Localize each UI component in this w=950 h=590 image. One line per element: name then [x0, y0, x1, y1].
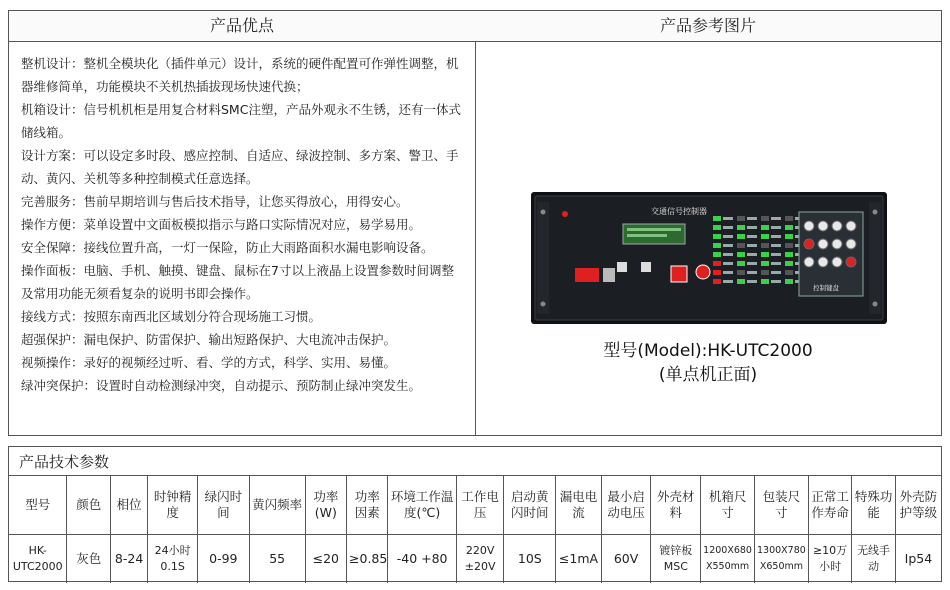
- spec-header-cell: 功率因素: [347, 476, 388, 535]
- spec-header-cell: 时钟精度: [148, 476, 198, 535]
- indicator-led: [737, 225, 745, 230]
- led-label: [723, 280, 733, 283]
- spec-heading: 产品技术参数: [9, 447, 941, 476]
- advantages-list: [9, 42, 475, 397]
- led-label: [723, 235, 733, 238]
- indicator-led: [785, 216, 793, 221]
- reference-heading: 产品参考图片: [475, 11, 941, 42]
- indicator-led: [761, 279, 769, 284]
- spec-header-cell: 漏电电流: [556, 476, 602, 535]
- indicator-led: [785, 243, 793, 248]
- upper-panel: [8, 10, 942, 436]
- spec-value-cell: 无线手动: [852, 535, 895, 584]
- spec-value-cell: ≤20: [305, 535, 346, 584]
- led-label: [771, 226, 781, 229]
- advantages-section: [9, 11, 476, 435]
- advantage-item: 设计方案：可以设定多时段、感应控制、自适应、绿波控制、多方案、警卫、手动、黄闪、关机等多种控制模式任意选择。: [21, 148, 459, 186]
- keypad-key: [804, 239, 814, 249]
- led-label: [747, 244, 757, 247]
- keypad-key: [846, 239, 856, 249]
- spec-value-cell: ≥10万小时: [808, 535, 851, 584]
- spec-value-cell: -40 +80: [388, 535, 456, 584]
- advantage-item: 绿冲突保护：设置时自动检测绿冲突，自动提示、预防制止绿冲突发生。: [21, 378, 422, 393]
- spec-value-row: [9, 535, 941, 584]
- keypad-key: [832, 257, 842, 267]
- indicator-led: [737, 243, 745, 248]
- spec-value-cell: 8-24: [110, 535, 147, 584]
- indicator-led: [713, 279, 721, 284]
- led-label: [771, 253, 781, 256]
- spec-value-cell: 220V ±20V: [456, 535, 504, 584]
- spec-value-cell: 24小时0.1S: [148, 535, 198, 584]
- advantage-item: 机箱设计：信号机机柜是用复合材料SMC注塑，产品外观永不生锈，还有一体式储线箱。: [21, 102, 461, 140]
- advantage-item: 安全保障：接线位置升高，一灯一保险，防止大雨路面积水漏电影响设备。: [21, 240, 434, 255]
- advantage-item: 超强保护：漏电保护、防雷保护、输出短路保护、大电流冲击保护。: [21, 332, 397, 347]
- spec-header-row: [9, 476, 941, 535]
- indicator-led: [785, 252, 793, 257]
- spec-header-cell: 特殊功能: [852, 476, 895, 535]
- keypad-key: [818, 257, 828, 267]
- spec-header-cell: 机箱尺寸: [701, 476, 755, 535]
- indicator-led: [785, 261, 793, 266]
- led-label: [771, 262, 781, 265]
- led-label: [723, 244, 733, 247]
- indicator-led: [737, 234, 745, 239]
- spec-header-cell: 最小启动电压: [601, 476, 651, 535]
- spec-header-cell: 正常工作寿命: [808, 476, 851, 535]
- spec-value-cell: 灰色: [67, 535, 110, 584]
- indicator-led: [761, 270, 769, 275]
- spec-header-cell: 黄闪频率: [249, 476, 305, 535]
- spec-header-cell: 启动黄闪时间: [504, 476, 556, 535]
- indicator-led: [713, 252, 721, 257]
- led-label: [771, 235, 781, 238]
- indicator-led: [761, 234, 769, 239]
- indicator-led: [761, 225, 769, 230]
- advantage-item: 整机设计：整机全模块化（插件单元）设计，系统的硬件配置可作弹性调整，机器维修简单，功能模块不关机热插拔现场快速代换；: [21, 56, 459, 94]
- led-label: [747, 253, 757, 256]
- keypad-key: [818, 239, 828, 249]
- led-label: [723, 262, 733, 265]
- indicator-led: [713, 270, 721, 275]
- indicator-led: [737, 261, 745, 266]
- spec-header-cell: 功率(W): [305, 476, 346, 535]
- indicator-led: [785, 279, 793, 284]
- model-caption: 型号(Model):HK-UTC2000: [603, 341, 813, 361]
- advantage-item: 操作面板：电脑、手机、触摸、键盘、鼠标在7寸以上液晶上设置参数时间调整及常用功能无须看复杂的说明书即会操作。: [21, 263, 454, 301]
- spec-value-cell: 55: [249, 535, 305, 584]
- keypad-key: [846, 221, 856, 231]
- indicator-led: [761, 216, 769, 221]
- spec-header-cell: 绿闪时间: [197, 476, 249, 535]
- spec-value-cell: 10S: [504, 535, 556, 584]
- led-label: [747, 217, 757, 220]
- keypad-key: [832, 239, 842, 249]
- spec-header-cell: 颜色: [67, 476, 110, 535]
- spec-value-cell: 0-99: [197, 535, 249, 584]
- spec-header-cell: 型号: [9, 476, 67, 535]
- advantages-heading: 产品优点: [9, 11, 475, 42]
- keypad-key: [832, 221, 842, 231]
- indicator-led: [713, 225, 721, 230]
- led-label: [771, 271, 781, 274]
- led-label: [723, 271, 733, 274]
- spec-value-cell: 1200X680 X550mm: [701, 535, 755, 584]
- model-subcaption: (单点机正面): [658, 365, 758, 385]
- spec-table: [9, 476, 941, 583]
- spec-value-cell: 镀锌板MSC: [651, 535, 701, 584]
- keypad-key: [846, 257, 856, 267]
- spec-header-cell: 工作电压: [456, 476, 504, 535]
- spec-value-cell: 1300X780 X650mm: [755, 535, 809, 584]
- keypad-key: [804, 257, 814, 267]
- led-label: [723, 253, 733, 256]
- spec-value-cell: ≤1mA: [556, 535, 602, 584]
- spec-header-cell: 相位: [110, 476, 147, 535]
- indicator-led: [713, 261, 721, 266]
- spec-header-cell: 外壳材料: [651, 476, 701, 535]
- indicator-led: [713, 216, 721, 221]
- advantage-item: 完善服务：售前早期培训与售后技术指导，让您买得放心，用得安心。: [21, 194, 409, 209]
- indicator-led: [761, 261, 769, 266]
- spec-value-cell: Ip54: [904, 551, 933, 566]
- indicator-led: [785, 234, 793, 239]
- indicator-led: [761, 243, 769, 248]
- led-label: [747, 280, 757, 283]
- led-label: [771, 217, 781, 220]
- led-label: [747, 235, 757, 238]
- indicator-led: [737, 216, 745, 221]
- advantage-item: 接线方式：按照东南西北区域划分符合现场施工习惯。: [21, 309, 322, 324]
- indicator-led: [785, 270, 793, 275]
- spec-header-cell: 环境工作温度(℃): [388, 476, 456, 535]
- spec-header-cell: 外壳防护等级: [895, 476, 941, 535]
- keypad-key: [804, 221, 814, 231]
- spec-value-cell: ≥0.85: [347, 535, 388, 584]
- indicator-led: [761, 252, 769, 257]
- advantage-item: 操作方便：菜单设置中文面板模拟指示与路口实际情况对应，易学易用。: [21, 217, 422, 232]
- keypad-label: 控制键盘: [813, 284, 839, 292]
- device-title: 交通信号控制器: [651, 207, 707, 216]
- spec-value-cell: 60V: [601, 535, 651, 584]
- spec-section: [8, 446, 942, 582]
- spec-value-cell: HK-UTC2000: [9, 535, 67, 584]
- led-label: [723, 217, 733, 220]
- indicator-led: [737, 252, 745, 257]
- indicator-led: [737, 270, 745, 275]
- led-label: [747, 262, 757, 265]
- led-label: [771, 280, 781, 283]
- spec-header-cell: 包装尺寸: [755, 476, 809, 535]
- led-label: [747, 271, 757, 274]
- controller-device-image: [531, 192, 887, 324]
- led-label: [771, 244, 781, 247]
- indicator-led: [713, 234, 721, 239]
- indicator-led: [713, 243, 721, 248]
- indicator-led: [737, 279, 745, 284]
- led-label: [747, 226, 757, 229]
- reference-section: [475, 11, 941, 435]
- keypad-key: [818, 221, 828, 231]
- advantage-item: 视频操作：录好的视频经过听、看、学的方式，科学、实用、易懂。: [21, 355, 397, 370]
- product-photo: [475, 42, 941, 435]
- indicator-led: [785, 225, 793, 230]
- led-label: [723, 226, 733, 229]
